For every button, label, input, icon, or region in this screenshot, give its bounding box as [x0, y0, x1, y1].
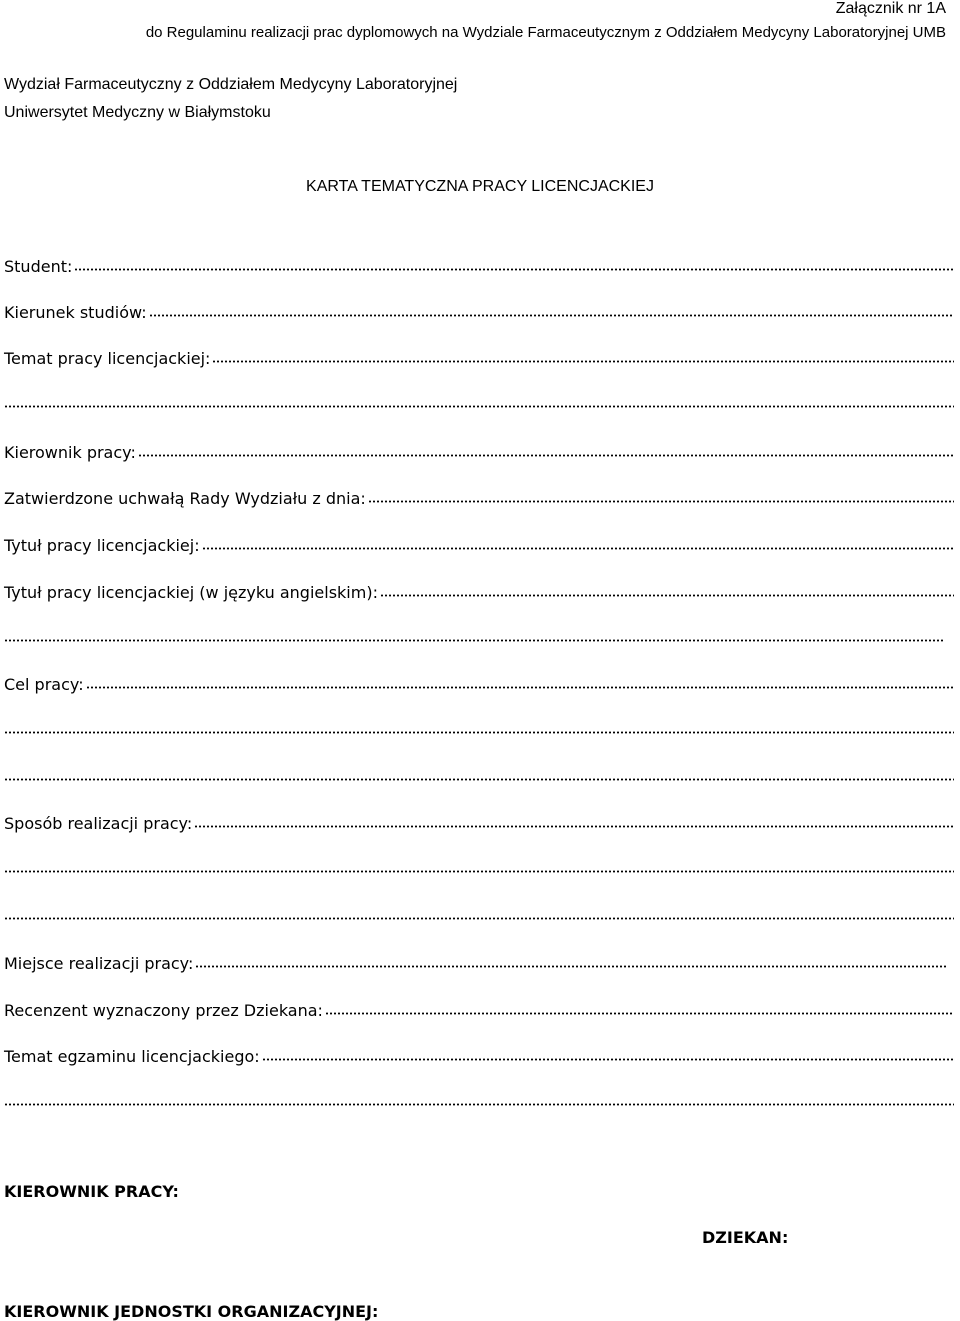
thesis-title-field[interactable] [4, 529, 954, 555]
student-field[interactable] [4, 250, 954, 276]
aim-fill-line [86, 683, 954, 689]
aim-fill-line-3[interactable] [4, 773, 954, 781]
annex-label: Załącznik nr 1A [835, 0, 946, 17]
supervisor-field[interactable] [4, 436, 954, 462]
thesis-topic-fill-line [212, 357, 954, 363]
field-of-study-fill-line [149, 311, 954, 317]
supervisor-fill-line [138, 451, 954, 457]
exam-topic-fill-line-2[interactable] [4, 1098, 954, 1106]
reviewer-fill-line [325, 1009, 954, 1015]
thesis-title-fill-line [202, 544, 954, 550]
student-fill-line [74, 265, 954, 271]
thesis-title-label: Tytuł pracy licencjackiej: [4, 536, 200, 555]
approval-date-field[interactable] [4, 482, 954, 508]
aim-label: Cel pracy: [4, 675, 84, 694]
reviewer-label: Recenzent wyznaczony przez Dziekana: [4, 1001, 323, 1020]
reviewer-field[interactable] [4, 994, 954, 1020]
thesis-title-en-fill-line [380, 591, 954, 597]
place-field[interactable] [4, 947, 948, 973]
thesis-topic-fill-line-2[interactable] [4, 400, 954, 408]
approval-date-fill-line [368, 497, 954, 503]
approval-date-label: Zatwierdzone uchwałą Rady Wydziału z dnia: [4, 489, 366, 508]
unit-head-signature-label: KIEROWNIK JEDNOSTKI ORGANIZACYJNEJ: [4, 1302, 379, 1321]
method-fill-line [194, 822, 954, 828]
aim-fill-line-2[interactable] [4, 726, 954, 734]
method-label: Sposób realizacji pracy: [4, 814, 193, 833]
faculty-name: Wydział Farmaceutyczny z Oddziałem Medycyny Laboratoryjnej [4, 76, 458, 93]
thesis-title-en-label: Tytuł pracy licencjackiej (w języku angielskim): [4, 583, 378, 602]
field-of-study-label: Kierunek studiów: [4, 303, 147, 322]
thesis-title-en-field[interactable] [4, 576, 954, 602]
supervisor-signature-label: KIEROWNIK PRACY: [4, 1182, 179, 1201]
field-of-study-field[interactable] [4, 296, 954, 322]
method-fill-line-2[interactable] [4, 865, 954, 873]
annex-description: do Regulaminu realizacji prac dyplomowych na Wydziale Farmaceutycznym z Oddziałem Medycyny Laboratoryjnej UMB [145, 24, 946, 41]
exam-topic-field[interactable] [4, 1040, 954, 1066]
thesis-title-en-fill-line-2[interactable] [4, 634, 944, 642]
thesis-topic-field[interactable] [4, 342, 954, 368]
exam-topic-fill-line [262, 1055, 954, 1061]
university-name: Uniwersytet Medyczny w Białymstoku [4, 104, 271, 121]
exam-topic-label: Temat egzaminu licencjackiego: [4, 1047, 260, 1066]
aim-field[interactable] [4, 668, 954, 694]
place-fill-line [195, 962, 948, 968]
document-title: KARTA TEMATYCZNA PRACY LICENCJACKIEJ [306, 178, 654, 195]
dean-signature-label: DZIEKAN: [702, 1228, 789, 1247]
method-fill-line-3[interactable] [4, 912, 954, 920]
method-field[interactable] [4, 807, 954, 833]
student-label: Student: [4, 257, 73, 276]
place-label: Miejsce realizacji pracy: [4, 954, 194, 973]
thesis-topic-label: Temat pracy licencjackiej: [4, 349, 211, 368]
supervisor-label: Kierownik pracy: [4, 443, 136, 462]
